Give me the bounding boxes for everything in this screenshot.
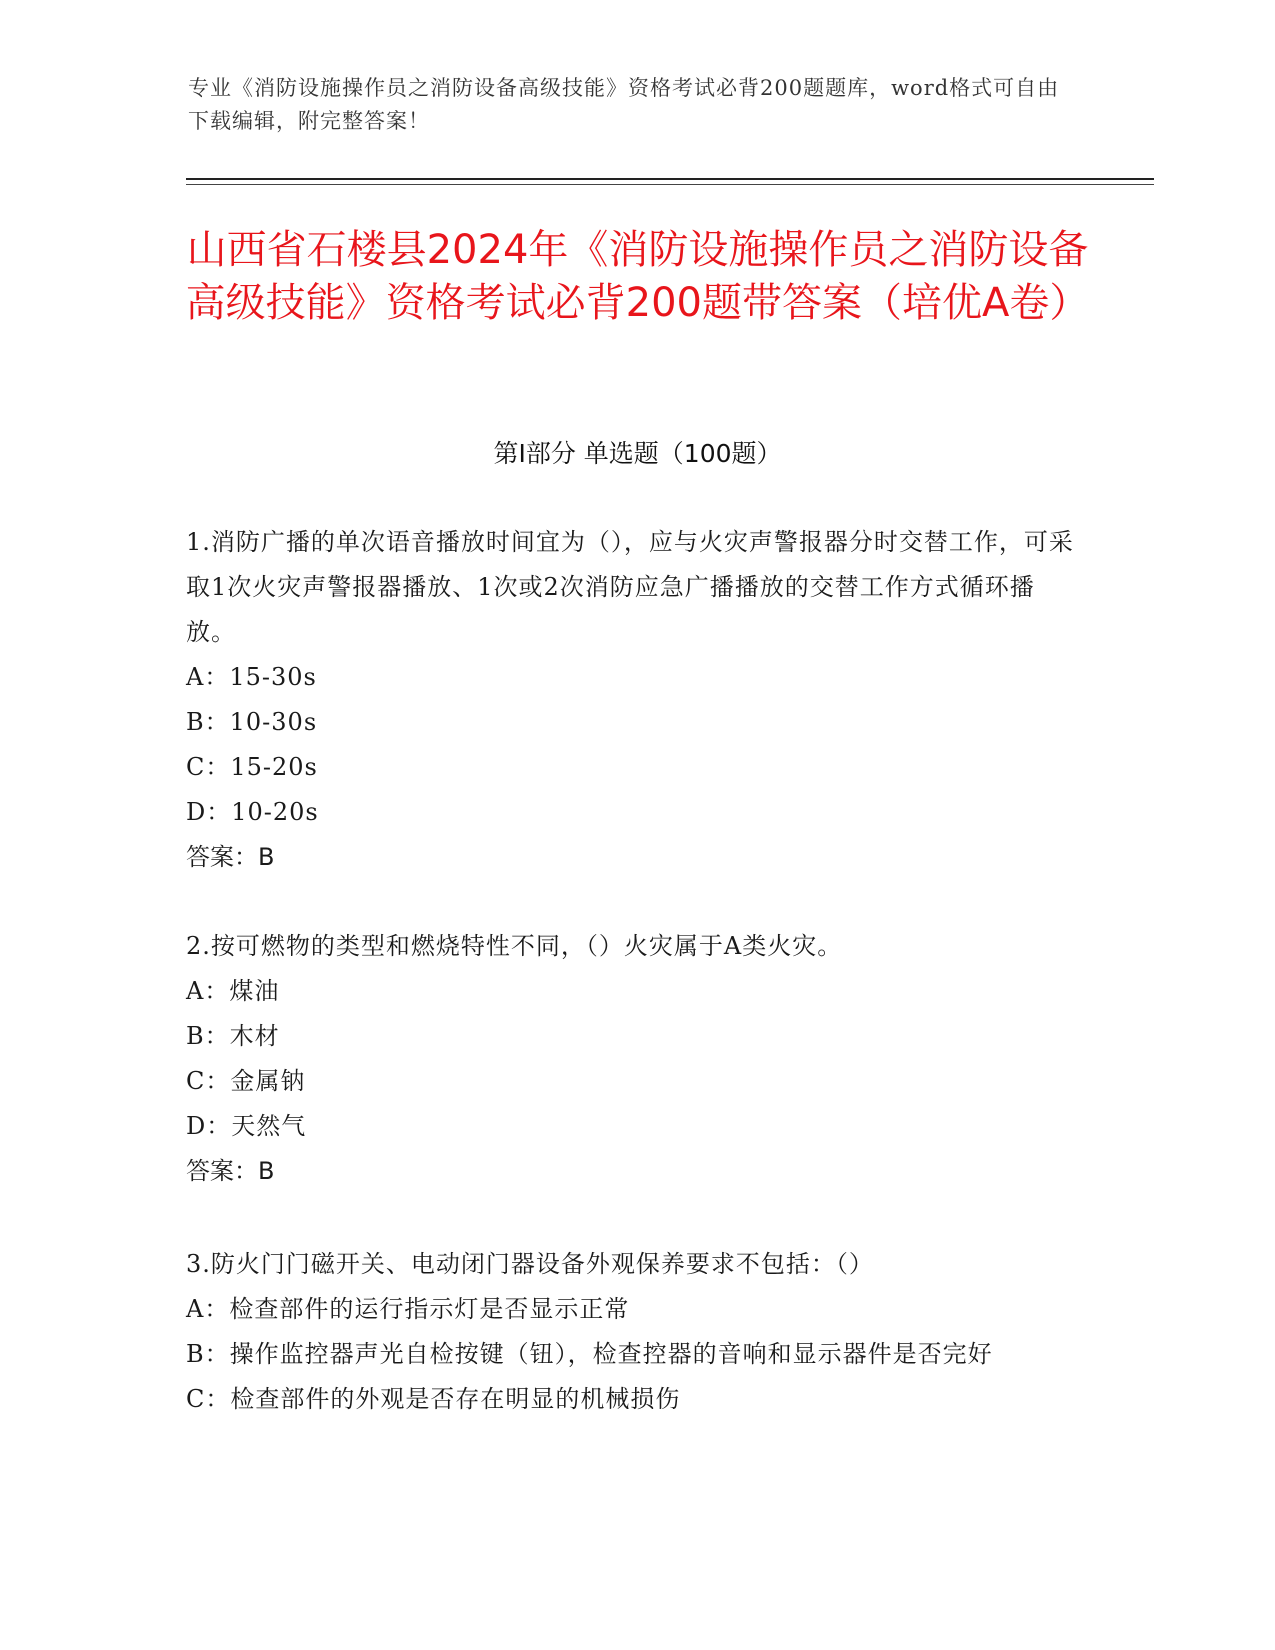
option-c: C：金属钠	[186, 1067, 306, 1095]
option-b: B：木材	[186, 1022, 280, 1050]
answer-line: 答案：B	[186, 843, 275, 871]
option-b: B：10-30s	[186, 708, 318, 736]
header-divider-thin	[186, 184, 1154, 185]
question-1	[186, 520, 1076, 880]
option-a: A：15-30s	[186, 663, 317, 691]
question-stem: 1.消防广播的单次语音播放时间宜为（），应与火灾声警报器分时交替工作，可采取1次火灾声警报器播放、1次或2次消防应急广播播放的交替工作方式循环播放。	[186, 528, 1074, 646]
option-c: C：检查部件的外观是否存在明显的机械损伤	[186, 1385, 681, 1413]
option-d: D：天然气	[186, 1112, 307, 1140]
question-stem: 2.按可燃物的类型和燃烧特性不同，（）火灾属于A类火灾。	[186, 932, 843, 960]
option-a: A：检查部件的运行指示灯是否显示正常	[186, 1295, 630, 1323]
document-title: 山西省石楼县2024年《消防设施操作员之消防设备高级技能》资格考试必背200题带答案（培优A卷）	[185, 227, 1090, 326]
answer-line: 答案：B	[186, 1157, 275, 1185]
question-3	[186, 1242, 1076, 1422]
question-2	[186, 924, 1076, 1194]
section-heading: 第I部分 单选题（100题）	[493, 439, 782, 468]
option-c: C：15-20s	[186, 753, 318, 781]
option-b: B：操作监控器声光自检按键（钮），检查控器的音响和显示器件是否完好	[186, 1340, 993, 1368]
header-note: 专业《消防设施操作员之消防设备高级技能》资格考试必背200题题库，word格式可自由下载编辑，附完整答案！	[188, 76, 1060, 133]
option-a: A：煤油	[186, 977, 280, 1005]
header-divider-thick	[186, 178, 1154, 180]
option-d: D：10-20s	[186, 798, 319, 826]
question-stem: 3.防火门门磁开关、电动闭门器设备外观保养要求不包括：（）	[186, 1250, 874, 1278]
